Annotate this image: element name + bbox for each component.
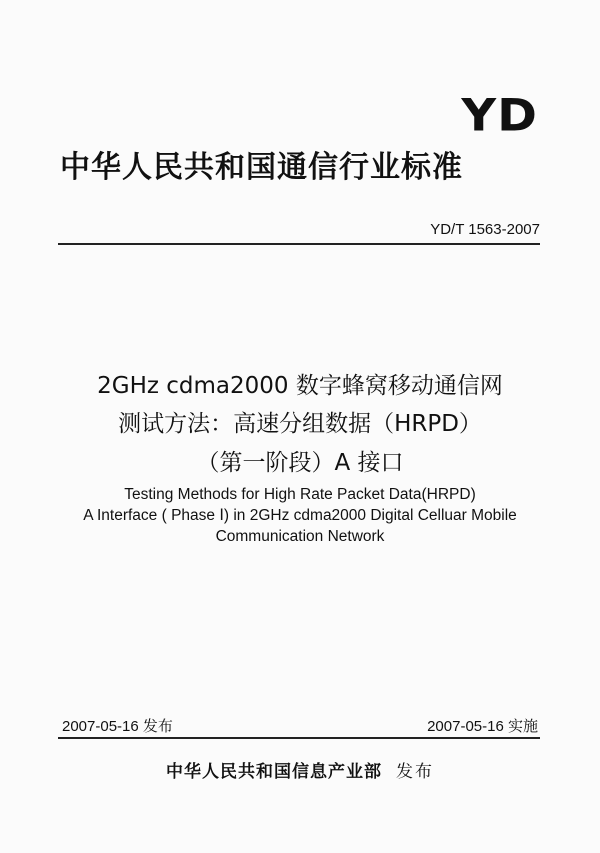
issue-date: 2007-05-16 发布 bbox=[62, 718, 173, 735]
issuer-name: 中华人民共和国信息产业部 bbox=[166, 762, 382, 782]
standard-name: 中华人民共和国通信行业标准 bbox=[60, 150, 463, 185]
en-title-line-1: Testing Methods for High Rate Packet Data(HRPD) bbox=[124, 486, 476, 503]
en-title-line-2: A Interface ( Phase Ⅰ) in 2GHz cdma2000 Digital Celluar Mobile bbox=[83, 507, 517, 524]
cn-title-line-2: 测试方法：高速分组数据（HRPD） bbox=[118, 411, 482, 437]
cn-title-line-1: 2GHz cdma2000 数字蜂窝移动通信网 bbox=[97, 373, 503, 399]
yd-logo: YD bbox=[461, 90, 538, 142]
en-title-line-3: Communication Network bbox=[215, 528, 385, 545]
cn-title-line-3: （第一阶段）A 接口 bbox=[196, 450, 404, 476]
publish-label: 发布 bbox=[396, 762, 434, 782]
header-divider bbox=[58, 243, 540, 245]
implement-date: 2007-05-16 实施 bbox=[427, 718, 538, 735]
footer-divider bbox=[58, 737, 540, 739]
standard-code: YD/T 1563-2007 bbox=[430, 221, 540, 238]
issuer-line bbox=[0, 757, 600, 782]
